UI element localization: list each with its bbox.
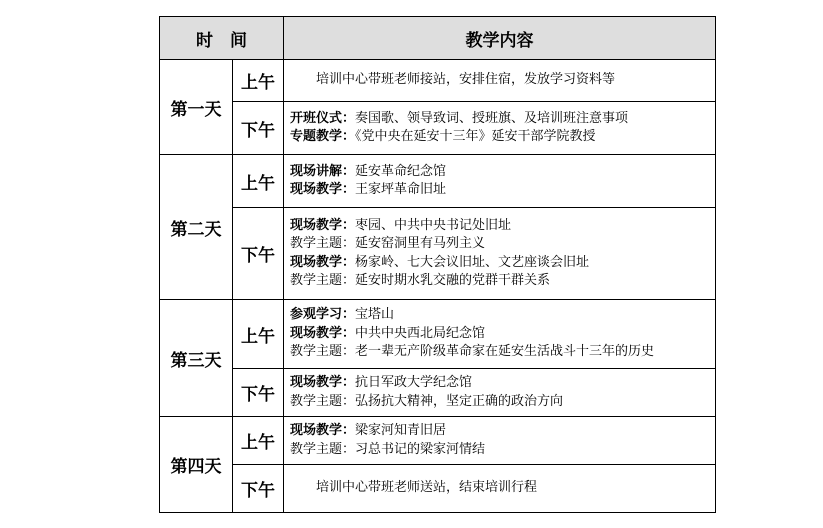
day2-afternoon-row bbox=[160, 208, 716, 300]
item-label: 现场教学： bbox=[290, 423, 356, 438]
content-line bbox=[290, 163, 715, 182]
content-cell bbox=[284, 417, 716, 465]
day4-morning-row bbox=[160, 417, 716, 465]
period-morning: 上午 bbox=[233, 155, 284, 208]
item-text: 宝塔山 bbox=[355, 307, 395, 323]
item-label: 参观学习： bbox=[290, 307, 356, 323]
content-line bbox=[290, 441, 715, 460]
content-line bbox=[290, 128, 715, 147]
day-label: 第二天 bbox=[160, 155, 233, 300]
content-line bbox=[290, 374, 715, 393]
header-row bbox=[160, 17, 716, 60]
content-line: 培训中心带班老师送站，结束培训行程 bbox=[316, 480, 538, 496]
content-cell bbox=[284, 300, 716, 369]
item-text: 奏国歌、领导致词、授班旗、及培训班注意事项 bbox=[355, 110, 629, 126]
day-label: 第一天 bbox=[160, 60, 233, 155]
content-line bbox=[290, 422, 715, 441]
day-label: 第四天 bbox=[160, 417, 233, 513]
content-line bbox=[290, 110, 715, 129]
content-cell bbox=[284, 60, 716, 102]
content-line bbox=[290, 235, 715, 254]
period-morning: 上午 bbox=[233, 300, 284, 369]
item-text: 教学主题：习总书记的梁家河情结 bbox=[290, 441, 486, 457]
item-label: 现场教学： bbox=[290, 325, 356, 341]
item-text: 梁家河知青旧居 bbox=[355, 423, 447, 438]
item-text: 教学主题：老一辈无产阶级革命家在延安生活战斗十三年的历史 bbox=[290, 344, 655, 360]
content-line bbox=[290, 306, 715, 325]
item-text: 抗日军政大学纪念馆 bbox=[355, 375, 473, 390]
day4-afternoon-row bbox=[160, 465, 716, 513]
schedule-table bbox=[159, 16, 716, 513]
content-cell bbox=[284, 155, 716, 208]
content-line bbox=[290, 272, 715, 291]
content-cell bbox=[284, 208, 716, 300]
period-morning: 上午 bbox=[233, 60, 284, 102]
content-line bbox=[290, 343, 715, 362]
content-line bbox=[290, 181, 715, 200]
period-afternoon: 下午 bbox=[233, 369, 284, 417]
content-line bbox=[290, 254, 715, 273]
content-line bbox=[290, 217, 715, 236]
day-label: 第三天 bbox=[160, 300, 233, 417]
period-morning: 上午 bbox=[233, 417, 284, 465]
item-text: 《党中央在延安十三年》延安干部学院教授 bbox=[355, 129, 596, 144]
day1-morning-row bbox=[160, 60, 716, 102]
item-text: 教学主题：延安窑洞里有马列主义 bbox=[290, 236, 486, 251]
item-text: 教学主题：延安时期水乳交融的党群干群关系 bbox=[290, 273, 551, 288]
item-label: 现场教学： bbox=[290, 375, 356, 390]
day3-morning-row bbox=[160, 300, 716, 369]
item-label: 开班仪式： bbox=[290, 110, 356, 126]
period-afternoon: 下午 bbox=[233, 102, 284, 155]
item-text: 教学主题：弘扬抗大精神，坚定正确的政治方向 bbox=[290, 393, 564, 409]
content-line bbox=[290, 393, 715, 412]
item-text: 王家坪革命旧址 bbox=[355, 182, 447, 197]
item-text: 枣园、中共中央书记处旧址 bbox=[355, 217, 512, 233]
period-afternoon: 下午 bbox=[233, 208, 284, 300]
period-afternoon: 下午 bbox=[233, 465, 284, 513]
content-line bbox=[290, 325, 715, 344]
item-label: 现场教学： bbox=[290, 217, 356, 233]
day2-morning-row bbox=[160, 155, 716, 208]
item-text: 杨家岭、七大会议旧址、文艺座谈会旧址 bbox=[355, 254, 590, 270]
time-header: 时 间 bbox=[160, 17, 284, 60]
item-label: 现场教学： bbox=[290, 254, 356, 270]
item-label: 现场教学： bbox=[290, 182, 356, 197]
item-text: 中共中央西北局纪念馆 bbox=[355, 325, 486, 341]
day1-afternoon-row bbox=[160, 102, 716, 155]
item-text: 延安革命纪念馆 bbox=[355, 163, 447, 179]
item-label: 专题教学： bbox=[290, 129, 356, 144]
content-cell bbox=[284, 102, 716, 155]
item-label: 现场讲解： bbox=[290, 163, 356, 179]
content-header: 教学内容 bbox=[284, 17, 716, 60]
day3-afternoon-row bbox=[160, 369, 716, 417]
content-cell bbox=[284, 369, 716, 417]
content-cell bbox=[284, 465, 716, 513]
content-line: 培训中心带班老师接站，安排住宿，发放学习资料等 bbox=[316, 72, 616, 88]
